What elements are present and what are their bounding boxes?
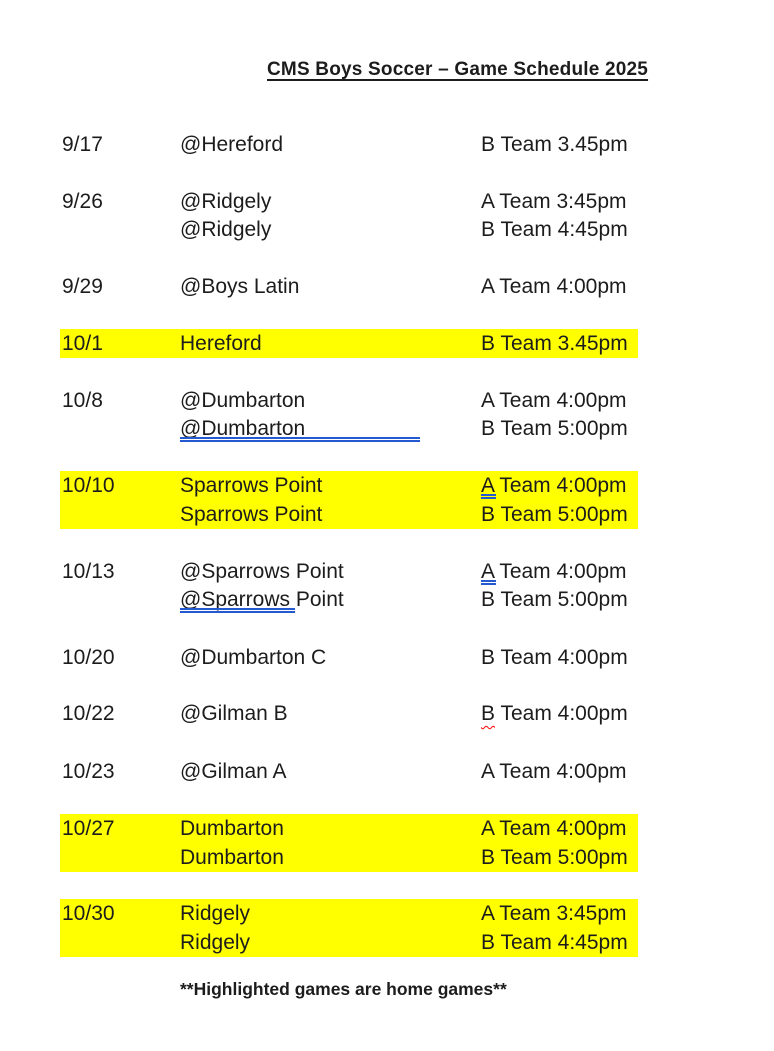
schedule-row-10-13-a — [0, 557, 774, 586]
schedule-row-10-20 — [0, 643, 774, 672]
game-date: 9/29 — [62, 275, 103, 298]
game-date: 10/27 — [62, 817, 115, 840]
schedule-row-10-23 — [0, 757, 774, 786]
team-letter-spellcheck: B — [481, 702, 496, 725]
game-team-time: A Team 4:00pm — [481, 389, 627, 412]
game-opponent: @Boys Latin — [180, 275, 300, 298]
game-team-time: B Team 5:00pm — [481, 588, 628, 611]
game-date: 10/30 — [62, 902, 115, 925]
game-team-time: B Team 4:00pm — [481, 646, 628, 669]
schedule-row-10-27-b — [0, 843, 774, 872]
schedule-row-10-30-b — [0, 928, 774, 957]
schedule-row-10-8-b — [0, 414, 774, 443]
game-opponent: Ridgely — [180, 902, 251, 925]
game-opponent: @Dumbarton C — [180, 646, 327, 669]
schedule-row-9-17 — [0, 130, 774, 159]
document-title: CMS Boys Soccer – Game Schedule 2025 — [267, 59, 649, 80]
game-opponent: @Ridgely — [180, 218, 272, 241]
game-opponent: Sparrows Point — [180, 474, 323, 497]
game-team-time — [481, 699, 628, 728]
team-time-rest: Team 4:00pm — [493, 560, 627, 583]
game-date: 10/23 — [62, 760, 115, 783]
game-date: 10/22 — [62, 702, 115, 725]
game-date: 10/13 — [62, 560, 115, 583]
game-opponent: Hereford — [180, 332, 262, 355]
team-time-rest: Team 4:00pm — [495, 702, 628, 725]
game-team-time: A Team 3:45pm — [481, 190, 627, 213]
game-opponent: Dumbarton — [180, 846, 284, 869]
game-opponent: @Gilman B — [180, 702, 288, 725]
game-opponent: @Dumbarton — [180, 417, 306, 440]
game-team-time: A Team 3:45pm — [481, 902, 627, 925]
game-opponent: @Gilman A — [180, 760, 287, 783]
schedule-row-9-26-b — [0, 215, 774, 244]
game-date: 9/26 — [62, 190, 103, 213]
game-opponent: @Hereford — [180, 133, 284, 156]
game-team-time: B Team 4:45pm — [481, 218, 628, 241]
game-opponent: @Dumbarton — [180, 389, 306, 412]
schedule-row-10-1 — [0, 329, 774, 358]
game-date: 10/20 — [62, 646, 115, 669]
game-team-time: B Team 5:00pm — [481, 417, 628, 440]
schedule-row-10-27-a — [0, 814, 774, 843]
game-team-time: B Team 3.45pm — [481, 332, 628, 355]
game-team-time: B Team 4:45pm — [481, 931, 628, 954]
game-team-time: A Team 4:00pm — [481, 275, 627, 298]
game-opponent: @Sparrows Point — [180, 560, 344, 583]
game-team-time — [481, 557, 627, 586]
team-letter: A — [481, 560, 494, 583]
blue-double-underline-mark — [180, 608, 295, 613]
game-date: 10/1 — [62, 332, 103, 355]
blue-double-underline-mark — [180, 437, 420, 442]
game-date: 9/17 — [62, 133, 103, 156]
game-date: 10/8 — [62, 389, 103, 412]
schedule-row-10-22 — [0, 699, 774, 728]
schedule-row-10-30-a — [0, 899, 774, 928]
schedule-row-10-10-b — [0, 500, 774, 529]
opponent-rest: Point — [290, 588, 344, 611]
game-opponent: Ridgely — [180, 931, 251, 954]
game-team-time: B Team 3.45pm — [481, 133, 628, 156]
team-letter: A — [481, 474, 494, 497]
game-team-time: B Team 5:00pm — [481, 503, 628, 526]
game-team-time: A Team 4:00pm — [481, 817, 627, 840]
game-opponent: Dumbarton — [180, 817, 284, 840]
game-opponent: Sparrows Point — [180, 503, 323, 526]
schedule-row-9-29 — [0, 272, 774, 301]
game-opponent: @Ridgely — [180, 190, 272, 213]
schedule-row-10-10-a — [0, 471, 774, 500]
game-date: 10/10 — [62, 474, 115, 497]
blue-double-underline-mark — [481, 494, 496, 499]
game-team-time: B Team 5:00pm — [481, 846, 628, 869]
schedule-row-10-8-a — [0, 386, 774, 415]
opponent-marked: @Sparrows — [180, 588, 291, 611]
game-team-time — [481, 471, 627, 500]
game-team-time: A Team 4:00pm — [481, 760, 627, 783]
schedule-row-9-26-a — [0, 187, 774, 216]
team-time-rest: Team 4:00pm — [493, 474, 627, 497]
schedule-row-10-13-b — [0, 585, 774, 614]
highlight-legend-note: **Highlighted games are home games** — [180, 979, 507, 999]
